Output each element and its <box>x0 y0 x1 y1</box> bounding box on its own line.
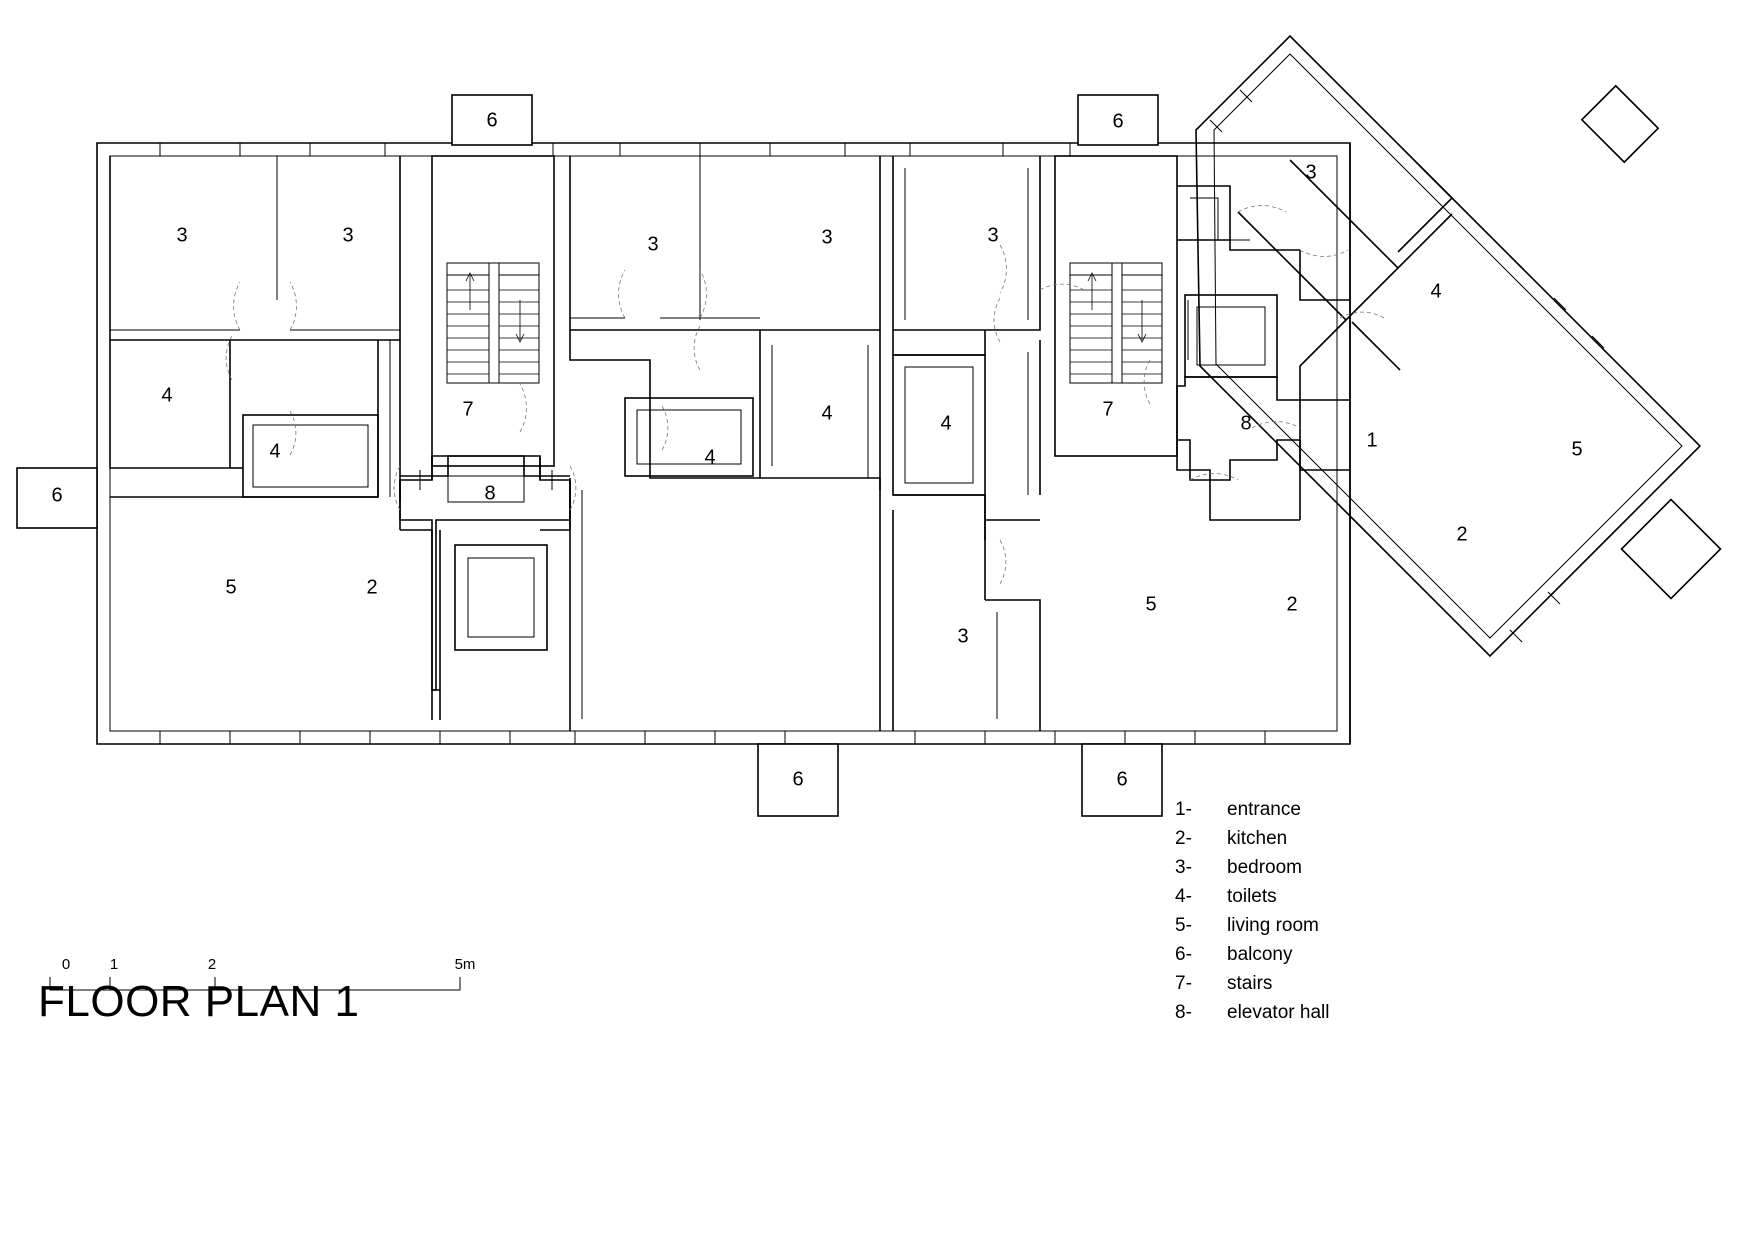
legend-item-stairs <box>1175 969 1329 998</box>
scale-tick-1: 1 <box>109 956 119 973</box>
legend-key: 3- <box>1175 857 1192 878</box>
room-label: 3 <box>176 224 188 247</box>
room-label: 1 <box>1366 429 1378 452</box>
legend-item-kitchen <box>1175 824 1329 853</box>
legend-item-elevator-hall <box>1175 998 1329 1027</box>
scale-tick-0: 0 <box>61 956 71 973</box>
room-label: 6 <box>1116 768 1128 791</box>
room-label: 3 <box>647 233 659 256</box>
stair-core-right <box>1055 156 1300 520</box>
page-title: FLOOR PLAN 1 <box>38 977 360 1026</box>
room-label: 5 <box>225 576 237 599</box>
legend-key: 4- <box>1175 886 1192 907</box>
scale-tick-2: 2 <box>207 956 217 973</box>
room-label: 3 <box>1305 161 1317 184</box>
room-number-labels <box>51 109 1582 790</box>
room-label: 2 <box>1456 523 1468 546</box>
room-label: 4 <box>940 412 952 435</box>
room-label: 3 <box>987 224 999 247</box>
room-label: 6 <box>1112 110 1124 133</box>
room-label: 6 <box>486 109 498 132</box>
room-label: 7 <box>1102 398 1114 421</box>
legend-key: 7- <box>1175 973 1192 994</box>
middle-apartment-walls <box>570 156 880 731</box>
room-label: 3 <box>342 224 354 247</box>
scale-tick-5m: 5m <box>454 956 476 973</box>
legend-key: 1- <box>1175 799 1192 820</box>
window-marks-bottom <box>160 731 1265 744</box>
room-label: 4 <box>269 440 281 463</box>
legend-label: balcony <box>1227 944 1293 965</box>
legend-label: entrance <box>1227 799 1301 820</box>
legend-key: 8- <box>1175 1002 1192 1023</box>
entrance-corridor <box>1177 143 1350 744</box>
legend-label: living room <box>1227 915 1319 936</box>
room-label: 4 <box>704 446 716 469</box>
legend-item-entrance <box>1175 795 1329 824</box>
legend-label: stairs <box>1227 973 1273 994</box>
diagonal-apartment <box>1196 36 1720 656</box>
room-label: 8 <box>484 482 496 505</box>
legend-key: 6- <box>1175 944 1192 965</box>
legend-item-toilets <box>1175 882 1329 911</box>
legend-label: elevator hall <box>1227 1002 1330 1023</box>
legend-label: kitchen <box>1227 828 1288 849</box>
legend-item-bedroom <box>1175 853 1329 882</box>
legend-label: toilets <box>1227 886 1277 907</box>
room-label: 2 <box>366 576 378 599</box>
legend-item-living-room <box>1175 911 1329 940</box>
room-label: 7 <box>462 398 474 421</box>
room-label: 3 <box>821 226 833 249</box>
legend-key: 5- <box>1175 915 1192 936</box>
room-label: 5 <box>1145 593 1157 616</box>
room-label: 3 <box>957 625 969 648</box>
window-marks-top <box>160 143 1070 156</box>
legend <box>1175 795 1329 1027</box>
legend-label: bedroom <box>1227 857 1302 878</box>
room-label: 6 <box>792 768 804 791</box>
stair-core-left <box>400 156 570 720</box>
legend-item-balcony <box>1175 940 1329 969</box>
room-label: 5 <box>1571 438 1583 461</box>
room-label: 6 <box>51 484 63 507</box>
room-label: 8 <box>1240 412 1252 435</box>
room-label: 2 <box>1286 593 1298 616</box>
left-apartment-walls <box>110 156 400 731</box>
building-outline <box>97 143 1350 744</box>
room-label: 4 <box>1430 280 1442 303</box>
room-label: 4 <box>161 384 173 407</box>
legend-key: 2- <box>1175 828 1192 849</box>
room-label: 4 <box>821 402 833 425</box>
